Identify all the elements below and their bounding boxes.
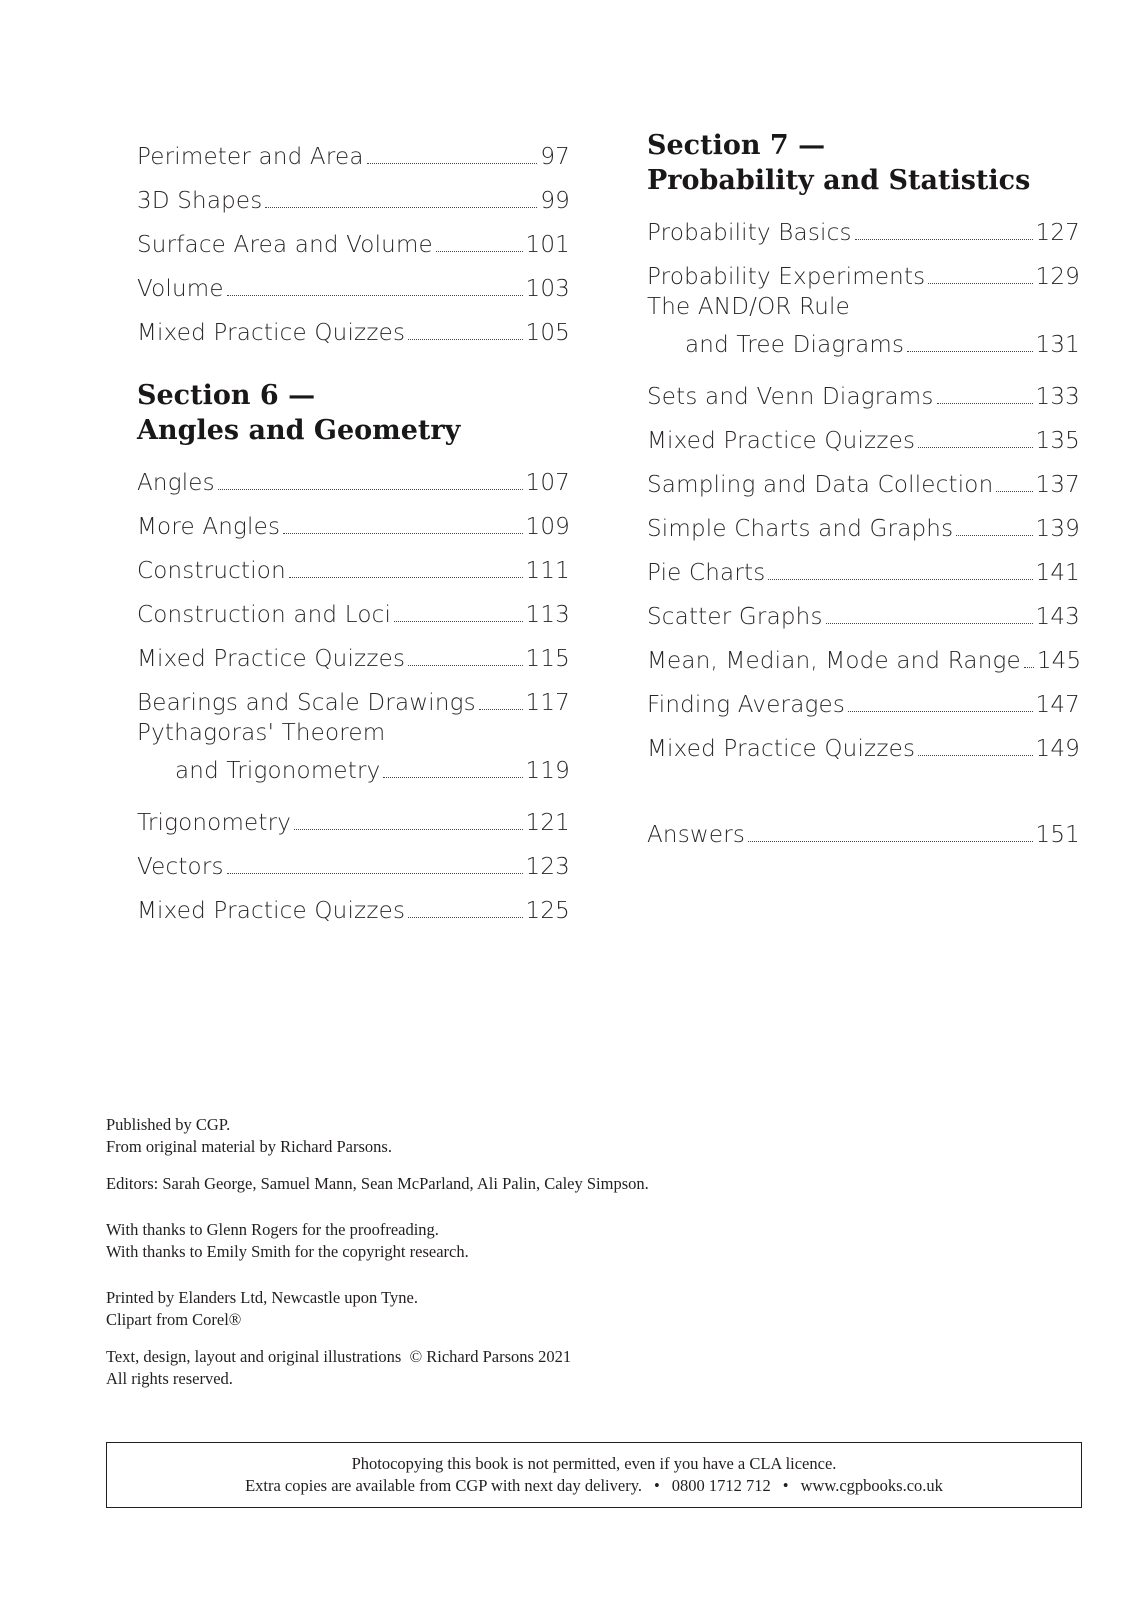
toc-entry-title: Sampling and Data Collection [647,472,994,498]
toc-entry-page: 101 [525,232,570,258]
section-6-heading-line1: Section 6 — [137,380,316,411]
toc-entry-page: 111 [525,558,570,584]
toc-entry[interactable] [647,676,1080,720]
dot-leader [367,163,538,164]
toc-entry-title: 3D Shapes [137,188,263,214]
dot-leader [265,207,537,208]
notice-line2 [107,1475,1081,1497]
toc-entry-title-line1: The AND/OR Rule [647,294,850,320]
toc-entry[interactable] [647,588,1080,632]
toc-entry-title: Probability Basics [647,220,852,246]
dot-leader [1024,667,1034,668]
photocopy-notice-box [106,1442,1082,1508]
toc-entry-page: 133 [1035,384,1080,410]
notice-line1: Photocopying this book is not permitted, even if you have a CLA licence. [351,1454,837,1473]
dot-leader [479,709,523,710]
credits-thanks [106,1219,1006,1263]
toc-entry[interactable] [647,632,1080,676]
section-7-heading [647,128,1080,198]
toc-entry-title: Scatter Graphs [647,604,823,630]
toc-entry[interactable] [137,172,570,216]
dot-leader [408,917,522,918]
toc-entry-title: Simple Charts and Graphs [647,516,954,542]
bullet-separator: • [654,1476,660,1495]
toc-entry-title: Trigonometry [137,810,292,836]
toc-entry-page: 137 [1035,472,1080,498]
toc-entry-page: 123 [525,854,570,880]
toc-entry-title: Mean, Median, Mode and Range [647,648,1021,674]
dot-leader [937,403,1033,404]
toc-entry[interactable] [647,368,1080,412]
toc-entry-title: Sets and Venn Diagrams [647,384,934,410]
toc-entry[interactable] [137,586,570,630]
toc-entry-title-line1: Pythagoras' Theorem [137,720,386,746]
toc-entry-page: 113 [525,602,570,628]
toc-entry-title: Answers [647,822,746,848]
dot-leader [227,873,523,874]
toc-entry-title: More Angles [137,514,281,540]
toc-entry-title: Mixed Practice Quizzes [137,898,406,924]
toc-entry-title: Volume [137,276,224,302]
spacer [647,764,1080,806]
toc-entry-page: 135 [1035,428,1080,454]
toc-entry-answers[interactable] [647,806,1080,850]
dot-leader [294,829,522,830]
toc-entry-title: Perimeter and Area [137,144,364,170]
credits-copyright-text: Text, design, layout and original illustrations © Richard Parsons 2021 [106,1347,572,1366]
toc-entry[interactable] [647,456,1080,500]
toc-entry-page: 149 [1035,736,1080,762]
notice-extra-copies: Extra copies are available from CGP with next day delivery. [245,1476,642,1495]
toc-entry[interactable] [137,260,570,304]
dot-leader [383,777,522,778]
toc-entry[interactable] [137,454,570,498]
toc-entry[interactable] [137,718,570,794]
toc-entry[interactable] [647,292,1080,368]
toc-entry-page: 143 [1035,604,1080,630]
toc-entry-title: Construction [137,558,286,584]
toc-entry[interactable] [647,248,1080,292]
toc-entry-title: Mixed Practice Quizzes [647,736,916,762]
dot-leader [436,251,523,252]
toc-entry-title: Vectors [137,854,224,880]
toc-entry-title: Construction and Loci [137,602,392,628]
notice-website[interactable]: www.cgpbooks.co.uk [800,1476,943,1495]
dot-leader [907,351,1032,352]
section-6-heading [137,378,570,448]
dot-leader [408,665,522,666]
toc-entry-title: Probability Experiments [647,264,926,290]
bullet-separator: • [782,1476,789,1495]
credits-original: From original material by Richard Parsons. [106,1137,392,1156]
toc-entry-title: Bearings and Scale Drawings [137,690,476,716]
toc-entry-page: 117 [525,690,570,716]
toc-entry[interactable] [647,720,1080,764]
toc-entry[interactable] [647,412,1080,456]
notice-phone: 0800 1712 712 [671,1476,771,1495]
toc-entry-page: 107 [525,470,570,496]
credits-thanks-copyright: With thanks to Emily Smith for the copyright research. [106,1242,469,1261]
toc-entry[interactable] [137,498,570,542]
contents-left-column [137,128,570,926]
dot-leader [928,283,1032,284]
credits-clipart: Clipart from Corel® [106,1310,242,1329]
toc-entry-title-line2: and Trigonometry [175,758,381,784]
dot-leader [918,755,1032,756]
toc-entry-page: 145 [1036,648,1082,674]
toc-entry[interactable] [137,882,570,926]
section-7-heading-line2: Probability and Statistics [647,165,1031,196]
toc-entry-page: 131 [1035,332,1080,358]
credits-published: Published by CGP. [106,1115,231,1134]
dot-leader [408,339,522,340]
section-6-heading-line2: Angles and Geometry [137,415,461,446]
dot-leader [768,579,1032,580]
dot-leader [848,711,1032,712]
toc-entry[interactable] [137,838,570,882]
dot-leader [283,533,522,534]
toc-entry-title: Mixed Practice Quizzes [647,428,916,454]
toc-entry-page: 121 [525,810,570,836]
credits-printing [106,1287,1006,1331]
toc-entry[interactable] [647,544,1080,588]
dot-leader [289,577,523,578]
toc-entry-page: 109 [525,514,570,540]
section-7-heading-line1: Section 7 — [647,130,826,161]
dot-leader [996,491,1032,492]
dot-leader [218,489,523,490]
toc-entry-page: 97 [540,144,570,170]
dot-leader [826,623,1033,624]
toc-entry[interactable] [137,794,570,838]
toc-entry[interactable] [137,630,570,674]
toc-entry[interactable] [137,128,570,172]
toc-entry[interactable] [647,500,1080,544]
toc-entry-title-line2: and Tree Diagrams [685,332,905,358]
toc-entry-page: 151 [1035,822,1080,848]
credits-block [106,1114,1006,1405]
toc-entry-title: Pie Charts [647,560,766,586]
dot-leader [394,621,522,622]
credits-editors: Editors: Sarah George, Samuel Mann, Sean McParland, Ali Palin, Caley Simpson. [106,1174,649,1193]
toc-entry[interactable] [137,304,570,348]
toc-entry[interactable] [647,204,1080,248]
toc-entry[interactable] [137,542,570,586]
credits-thanks-proofreading: With thanks to Glenn Rogers for the proofreading. [106,1220,439,1239]
toc-entry-page: 125 [525,898,570,924]
toc-entry-title: Angles [137,470,215,496]
toc-entry[interactable] [137,674,570,718]
credits-publisher [106,1114,1006,1158]
toc-entry-page: 103 [525,276,570,302]
toc-entry-page: 147 [1035,692,1080,718]
toc-entry-page: 105 [525,320,570,346]
toc-entry-title: Finding Averages [647,692,846,718]
contents-right-column [647,128,1080,850]
dot-leader [956,535,1032,536]
dot-leader [748,841,1032,842]
toc-entry-title: Mixed Practice Quizzes [137,646,406,672]
toc-entry-page: 119 [525,758,570,784]
dot-leader [918,447,1032,448]
credits-rights: All rights reserved. [106,1369,233,1388]
toc-entry[interactable] [137,216,570,260]
dot-leader [855,239,1033,240]
toc-entry-page: 115 [525,646,570,672]
credits-copyright [106,1346,1006,1390]
toc-entry-page: 139 [1035,516,1080,542]
toc-entry-title: Surface Area and Volume [137,232,433,258]
toc-entry-title: Mixed Practice Quizzes [137,320,406,346]
toc-entry-page: 129 [1035,264,1080,290]
toc-entry-page: 99 [540,188,570,214]
toc-entry-page: 127 [1035,220,1080,246]
credits-printed: Printed by Elanders Ltd, Newcastle upon Tyne. [106,1288,418,1307]
toc-entry-page: 141 [1035,560,1080,586]
dot-leader [227,295,523,296]
